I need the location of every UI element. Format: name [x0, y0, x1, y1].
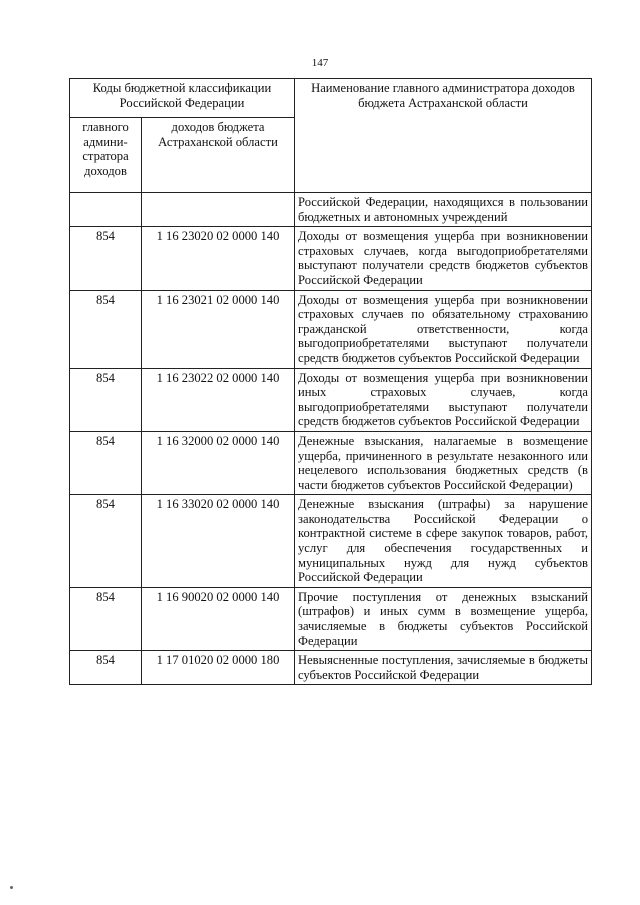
row-description: Российской Федерации, находящихся в пользовании бюджетных и автономных учреждений	[295, 193, 592, 227]
table-row	[70, 368, 592, 431]
row-income-code: 1 16 23022 02 0000 140	[142, 368, 295, 431]
row-description: Прочие поступления от денежных взысканий (штрафов) и иных сумм в возмещение ущерба, зачисляемые в бюджеты субъектов Российской Федерации	[295, 587, 592, 650]
row-admin-code: 854	[70, 587, 142, 650]
row-income-code: 1 16 23020 02 0000 140	[142, 227, 295, 290]
scan-speck	[10, 886, 13, 889]
table-row	[70, 227, 592, 290]
row-description: Доходы от возмещения ущерба при возникновении страховых случаев по обязательному страхованию гражданской ответственности, когда выгодоприобретателями выступают получатели средств бюджетов субъектов Российской Федерации	[295, 290, 592, 368]
row-admin-code: 854	[70, 368, 142, 431]
row-description: Денежные взыскания, налагаемые в возмещение ущерба, причиненного в результате незаконного или нецелевого использования бюджетных средств (в части бюджетов субъектов Российской Федерации)	[295, 431, 592, 494]
row-income-code: 1 16 90020 02 0000 140	[142, 587, 295, 650]
row-admin-code: 854	[70, 651, 142, 685]
row-admin-code	[70, 193, 142, 227]
header-row-group	[70, 79, 592, 118]
budget-classification-table	[69, 78, 592, 685]
header-col-name: Наименование главного администратора доходов бюджета Астраханской области	[295, 79, 592, 193]
header-col-code: доходов бюджета Астраханской области	[142, 118, 295, 193]
row-admin-code: 854	[70, 227, 142, 290]
row-description: Денежные взыскания (штрафы) за нарушение законодательства Российской Федерации о контрактной системе в сфере закупок товаров, работ, услуг для обеспечения государственных и муниципальных нужд для нужд субъектов Российской Федерации	[295, 495, 592, 588]
table-row	[70, 495, 592, 588]
row-admin-code: 854	[70, 290, 142, 368]
row-income-code: 1 16 32000 02 0000 140	[142, 431, 295, 494]
row-description: Невыясненные поступления, зачисляемые в бюджеты субъектов Российской Федерации	[295, 651, 592, 685]
row-income-code: 1 17 01020 02 0000 180	[142, 651, 295, 685]
row-description: Доходы от возмещения ущерба при возникновении страховых случаев, когда выгодоприобретателями выступают получатели средств бюджетов субъектов Российской Федерации	[295, 227, 592, 290]
row-income-code	[142, 193, 295, 227]
header-col-admin: главного админи-стратора доходов	[70, 118, 142, 193]
table-row	[70, 587, 592, 650]
header-group-title: Коды бюджетной классификации Российской Федерации	[70, 79, 295, 118]
table-row	[70, 431, 592, 494]
row-income-code: 1 16 23021 02 0000 140	[142, 290, 295, 368]
row-description: Доходы от возмещения ущерба при возникновении иных страховых случаев, когда выгодоприобретателями выступают получатели средств бюджетов субъектов Российской Федерации	[295, 368, 592, 431]
row-admin-code: 854	[70, 495, 142, 588]
page-number: 147	[311, 57, 329, 69]
row-admin-code: 854	[70, 431, 142, 494]
table-row	[70, 651, 592, 685]
row-income-code: 1 16 33020 02 0000 140	[142, 495, 295, 588]
table-row	[70, 193, 592, 227]
table-row	[70, 290, 592, 368]
